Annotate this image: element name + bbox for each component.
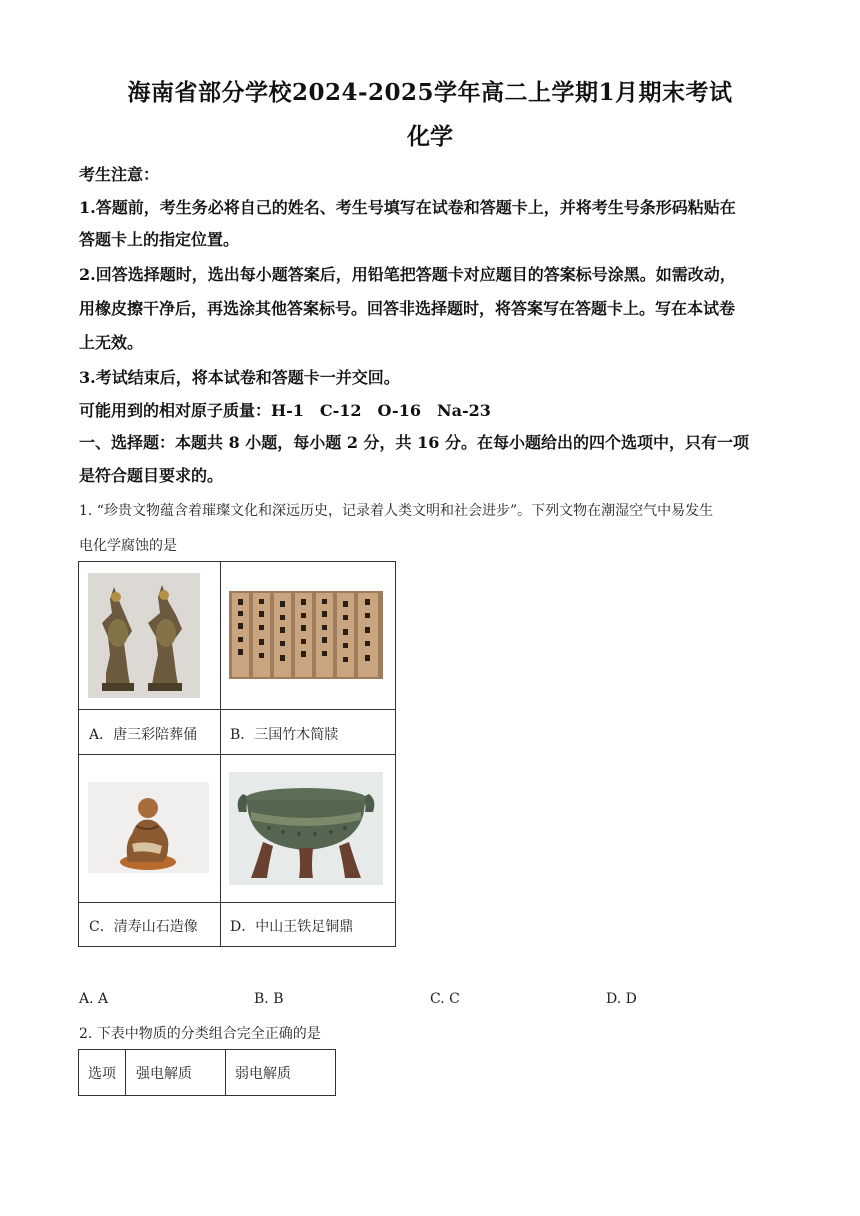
q2-table [78,1049,336,1096]
table-divider [79,902,395,903]
exam-subject: 化学 [407,123,453,150]
q1-answer-option-a: A. A [79,991,109,1007]
option-c-label: C．清寿山石造像 [89,919,198,935]
notice-line-2: 答题卡上的指定位置。 [79,230,240,249]
q1-stem-line-2: 电化学腐蚀的是 [79,538,177,554]
table-divider [125,1050,126,1095]
table-divider [79,709,395,710]
bamboo-slips-image [229,591,383,679]
exam-title: 海南省部分学校2024-2025学年高二上学期1月期末考试 [127,79,733,106]
notice-line-1: 1.答题前，考生务必将自己的姓名、考生号填写在试卷和答题卡上，并将考生号条形码粘贴在 [79,198,736,217]
section1-line-2: 是符合题目要求的。 [79,466,224,485]
q2-stem: 2. 下表中物质的分类组合完全正确的是 [79,1026,321,1042]
q1-options-table [78,561,396,947]
q2-header-option: 选项 [88,1066,116,1082]
q1-stem-line-1: 1. “珍贵文物蕴含着璀璨文化和深远历史，记录着人类文明和社会进步”。下列文物在潮湿空气中易发生 [79,503,714,519]
option-a-label: A．唐三彩陪葬俑 [89,727,198,743]
figurines-image [88,573,200,698]
option-d-label: D．中山王铁足铜鼎 [230,919,354,935]
notice-line-3: 2.回答选择题时，选出每小题答案后，用铅笔把答题卡对应题目的答案标号涂黑。如需改动， [79,265,736,284]
q2-header-weak-electrolyte: 弱电解质 [235,1066,291,1082]
notice-line-4: 用橡皮擦干净后，再选涂其他答案标号。回答非选择题时，将答案写在答题卡上。写在本试卷 [79,299,736,318]
table-divider [225,1050,226,1095]
bronze-ding-image [229,772,383,885]
notice-line-6: 3.考试结束后，将本试卷和答题卡一并交回。 [79,368,400,387]
q2-header-strong-electrolyte: 强电解质 [136,1066,192,1082]
stone-statue-image [88,782,209,873]
atomic-mass-line: 可能用到的相对原子质量：H-1 C-12 O-16 Na-23 [79,401,491,420]
q1-answer-option-c: C. C [430,991,460,1007]
q1-answer-option-b: B. B [254,991,284,1007]
table-divider [79,754,395,755]
option-b-label: B．三国竹木简牍 [230,727,339,743]
section1-line-1: 一、选择题：本题共 8 小题，每小题 2 分，共 16 分。在每小题给出的四个选项中，只有一项 [79,433,749,452]
notice-heading: 考生注意： [79,165,160,184]
q1-answer-option-d: D. D [606,991,637,1007]
notice-line-5: 上无效。 [79,333,144,352]
